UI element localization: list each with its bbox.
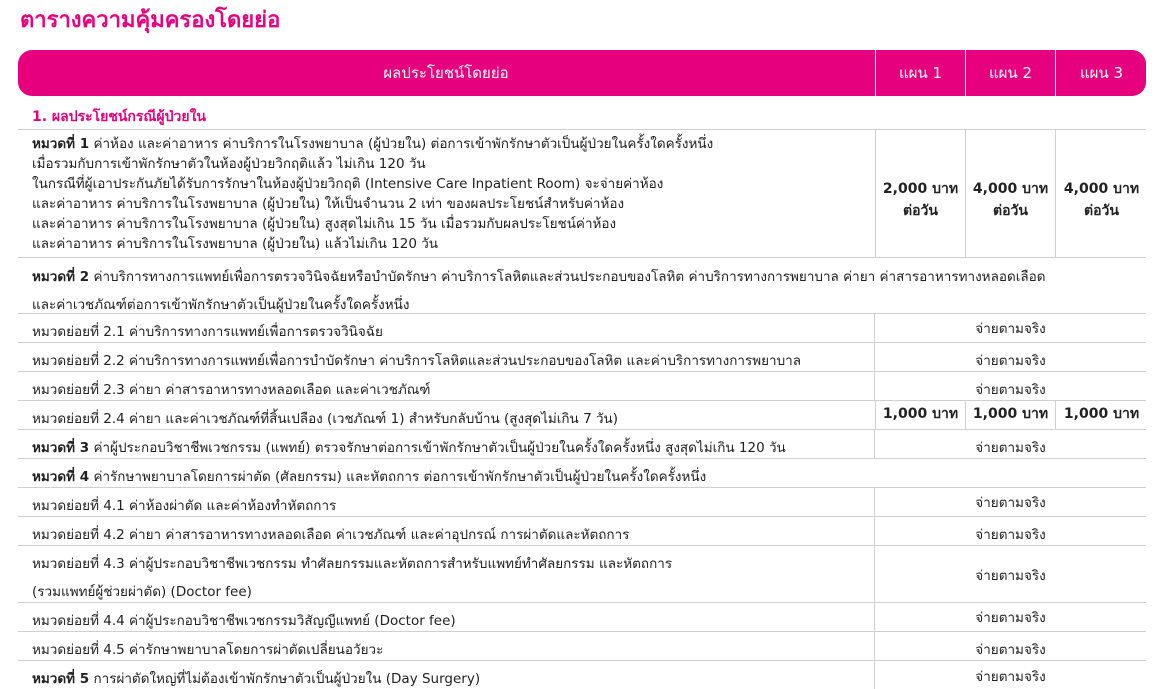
sub-4-5: หมวดย่อยที่ 4.5 ค่ารักษาพยาบาลโดยการผ่าตัดเปลี่ยนอวัยวะ	[32, 642, 384, 658]
table-row	[18, 661, 1146, 689]
payment-text: จ่ายตามจริง	[975, 495, 1046, 511]
payment-cell	[874, 546, 1146, 602]
cat1-line: และค่าอาหาร ค่าบริการในโรงพยาบาล (ผู้ป่วยใน) ให้เป็นจำนวน 2 เท่า ของผลประโยชน์สำหรับค่าห้อง	[32, 196, 625, 212]
payment-text: จ่ายตามจริง	[975, 610, 1046, 626]
payment-cell	[874, 430, 1146, 458]
table-row	[18, 488, 1146, 517]
cat1-line: เมื่อรวมกับการเข้าพักรักษาตัวในห้องผู้ป่วยวิกฤติแล้ว ไม่เกิน 120 วัน	[32, 156, 426, 172]
cat5-label: หมวดที่ 5	[32, 671, 90, 687]
payment-cell	[874, 603, 1146, 631]
payment-text: จ่ายตามจริง	[975, 568, 1046, 584]
plan-unit: ต่อวัน	[993, 203, 1028, 219]
payment-cell	[874, 488, 1146, 516]
payment-text: จ่ายตามจริง	[975, 321, 1046, 337]
cat5-desc: การผ่าตัดใหญ่ที่ไม่ต้องเข้าพักรักษาตัวเป็นผู้ป่วยใน (Day Surgery)	[93, 671, 481, 687]
plan-value: 4,000 บาท	[972, 181, 1049, 197]
header-plan-2: แผน 2	[965, 50, 1055, 96]
table-row	[18, 430, 1146, 459]
cat1-plan-1	[875, 130, 965, 257]
sub-2-3: หมวดย่อยที่ 2.3 ค่ายา ค่าสารอาหารทางหลอดเลือด และค่าเวชภัณฑ์	[32, 382, 431, 398]
sub-4-3-line: (รวมแพทย์ผู้ช่วยผ่าตัด) (Doctor fee)	[32, 584, 252, 600]
table-row	[18, 517, 1146, 546]
cat4-text	[32, 465, 706, 487]
header-benefit: ผลประโยชน์โดยย่อ	[383, 64, 509, 82]
table-row	[18, 459, 1146, 488]
coverage-table	[18, 50, 1146, 689]
header-plan-1: แผน 1	[875, 50, 965, 96]
cat1-plan-2	[965, 130, 1055, 257]
cat3-desc: ค่าผู้ประกอบวิชาชีพเวชกรรม (แพทย์) ตรวจรักษาต่อการเข้าพักรักษาตัวเป็นผู้ป่วยในครั้งใดครั้งหนึ่ง สูงสุดไม่เกิน 120 วัน	[93, 440, 786, 456]
sub24-plan-1: 1,000 บาท	[875, 401, 965, 429]
sub-2-4: หมวดย่อยที่ 2.4 ค่ายา และค่าเวชภัณฑ์ที่สิ้นเปลือง (เวชภัณฑ์ 1) สำหรับกลับบ้าน (สูงสุดไม่เกิน 7 วัน)	[32, 411, 619, 427]
payment-text: จ่ายตามจริง	[975, 669, 1046, 685]
cat2-label: หมวดที่ 2	[32, 269, 90, 285]
sub-4-2: หมวดย่อยที่ 4.2 ค่ายา ค่าสารอาหารทางหลอดเลือด ค่าเวชภัณฑ์ และค่าอุปกรณ์ การผ่าตัดและหัตถการ	[32, 527, 630, 543]
section-title: 1. ผลประโยชน์กรณีผู้ป่วยใน	[32, 109, 206, 125]
page-title: ตารางความคุ้มครองโดยย่อ	[20, 8, 281, 33]
payment-cell	[874, 343, 1146, 371]
sub-4-4: หมวดย่อยที่ 4.4 ค่าผู้ประกอบวิชาชีพเวชกรรมวิสัญญีแพทย์ (Doctor fee)	[32, 613, 456, 629]
cat2-line: ค่าบริการทางการแพทย์เพื่อการตรวจวินิจฉัยหรือบำบัดรักษา ค่าบริการโลหิตและส่วนประกอบของโลหิต ค่าบริการทางการพยาบาล ค่ายา ค่าสารอาหารทางหลอดเลือด	[93, 269, 1046, 285]
payment-cell	[874, 517, 1146, 545]
table-row	[18, 130, 1146, 258]
sub24-plan-3: 1,000 บาท	[1055, 401, 1147, 429]
payment-text: จ่ายตามจริง	[975, 353, 1046, 369]
table-row	[18, 546, 1146, 603]
payment-cell	[874, 314, 1146, 342]
payment-cell	[874, 372, 1146, 400]
payment-cell	[874, 632, 1146, 660]
cat4-label: หมวดที่ 4	[32, 469, 90, 485]
sub-2-1: หมวดย่อยที่ 2.1 ค่าบริการทางการแพทย์เพื่อการตรวจวินิจฉัย	[32, 324, 383, 340]
table-row	[18, 603, 1146, 632]
cat2-text	[32, 263, 1045, 319]
sub-4-3	[32, 550, 672, 606]
payment-text: จ่ายตามจริง	[975, 382, 1046, 398]
section-row	[18, 96, 1146, 130]
table-header	[18, 50, 1146, 96]
table-row	[18, 343, 1146, 372]
table-row	[18, 372, 1146, 401]
plan-value: 2,000 บาท	[882, 181, 959, 197]
payment-text: จ่ายตามจริง	[975, 642, 1046, 658]
cat1-line: ในกรณีที่ผู้เอาประกันภัยได้รับการรักษาในห้องผู้ป่วยวิกฤติ (Intensive Care Inpatient Room) จะจ่ายค่าห้อง	[32, 176, 664, 192]
cat1-text	[32, 134, 713, 254]
sub-2-2: หมวดย่อยที่ 2.2 ค่าบริการทางการแพทย์เพื่อการบำบัดรักษา ค่าบริการโลหิตและส่วนประกอบของโลหิต และค่าบริการทางการพยาบาล	[32, 353, 802, 369]
sub-4-3-line: หมวดย่อยที่ 4.3 ค่าผู้ประกอบวิชาชีพเวชกรรม ทำศัลยกรรมและหัตถการสำหรับแพทย์ทำศัลยกรรม และหัตถการ	[32, 556, 673, 572]
cat3-text	[32, 436, 786, 458]
plan-value: 4,000 บาท	[1063, 181, 1140, 197]
payment-text: จ่ายตามจริง	[975, 527, 1046, 543]
payment-cell	[874, 661, 1146, 689]
table-row	[18, 258, 1146, 314]
table-row	[18, 314, 1146, 343]
cat4-desc: ค่ารักษาพยาบาลโดยการผ่าตัด (ศัลยกรรม) และหัตถการ ต่อการเข้าพักรักษาตัวเป็นผู้ป่วยในครั้งใดครั้งหนึ่ง	[93, 469, 707, 485]
cat1-label: หมวดที่ 1	[32, 136, 90, 152]
cat2-line: และค่าเวชภัณฑ์ต่อการเข้าพักรักษาตัวเป็นผู้ป่วยในครั้งใดครั้งหนึ่ง	[32, 297, 410, 313]
table-row	[18, 401, 1146, 430]
cat1-line: ค่าห้อง และค่าอาหาร ค่าบริการในโรงพยาบาล (ผู้ป่วยใน) ต่อการเข้าพักรักษาตัวเป็นผู้ป่วยในครั้งใดครั้งหนึ่ง	[93, 136, 714, 152]
sub24-plan-2: 1,000 บาท	[965, 401, 1055, 429]
sub-4-1: หมวดย่อยที่ 4.1 ค่าห้องผ่าตัด และค่าห้องทำหัตถการ	[32, 498, 337, 514]
cat5-text	[32, 667, 480, 689]
cat1-line: และค่าอาหาร ค่าบริการในโรงพยาบาล (ผู้ป่วยใน) แล้วไม่เกิน 120 วัน	[32, 236, 439, 252]
cat1-plan-3	[1055, 130, 1147, 257]
cat1-line: และค่าอาหาร ค่าบริการในโรงพยาบาล (ผู้ป่วยใน) สูงสุดไม่เกิน 15 วัน เมื่อรวมกับผลประโยชน์ค่าห้อง	[32, 216, 617, 232]
header-plan-3: แผน 3	[1055, 50, 1147, 96]
plan-unit: ต่อวัน	[903, 203, 938, 219]
table-row	[18, 632, 1146, 661]
plan-unit: ต่อวัน	[1084, 203, 1119, 219]
payment-text: จ่ายตามจริง	[975, 440, 1046, 456]
cat3-label: หมวดที่ 3	[32, 440, 90, 456]
